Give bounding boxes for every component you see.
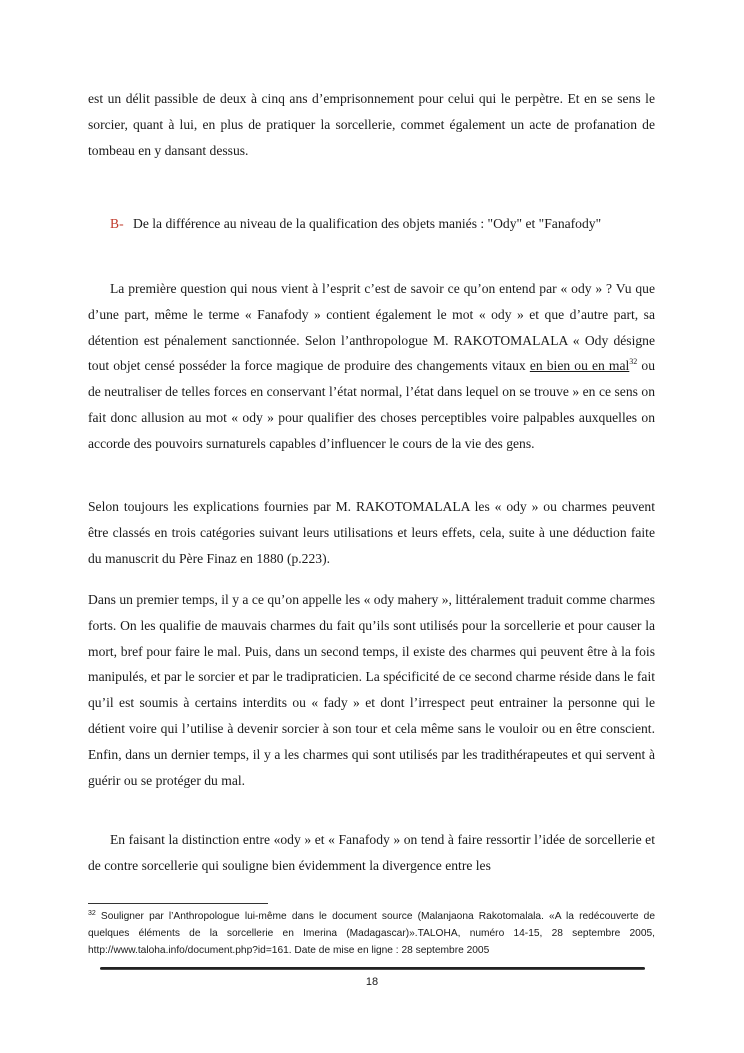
paragraph-1 <box>88 86 655 163</box>
section-marker: B- <box>110 216 124 231</box>
paragraph-4-text: Dans un premier temps, il y a ce qu’on appelle les « ody mahery », littéralement traduit comme charmes forts. On les qualifie de mauvais charmes du fait qu’ils sont utilisés pour la sorcellerie et pour causer la mort, bref pour faire le mal. Puis, dans un second temps, il existe des charmes qui peuvent être à la fois manipulés, et par le sorcier et par le tradipraticien. La spécificité de ce second charme réside dans le fait qu’il est soumis à certains interdits ou « fady » et dont l’irrespect peut entrainer la personne qui le détient voire qui l’utilise à devenir sorcier à son tour et cela même sans le vouloir ou en être conscient. Enfin, dans un dernier temps, il y a les charmes qui sont utilisés par les tradithérapeutes et qui servent à guérir ou se protéger du mal. <box>88 592 655 788</box>
page-number: 18 <box>365 976 379 988</box>
paragraph-1-text: est un délit passible de deux à cinq ans d’emprisonnement pour celui qui le perpètre. Et en se sens le sorcier, quant à lui, en plus de pratiquer la sorcellerie, commet également un acte de profanation de tombeau en y dansant dessus. <box>88 91 655 158</box>
paragraph-2-after: ou de neutraliser de telles forces en conservant l’état normal, l’état dans lequel on se trouve » en ce sens on fait donc allusion au mot « ody » pour qualifier des choses perceptibles voire palpables auxquelles on accorde des pouvoirs surnaturels capables d’influencer le cours de la vie des gens. <box>88 358 655 451</box>
footnote <box>88 908 655 959</box>
section-heading <box>110 211 655 237</box>
footnote-separator <box>88 903 268 904</box>
paragraph-3-text: Selon toujours les explications fournies par M. RAKOTOMALALA les « ody » ou charmes peuvent être classés en trois catégories suivant leurs utilisations et leurs effets, cela, suite à une déduction faite du manuscrit du Père Finaz en 1880 (p.223). <box>88 499 655 566</box>
footnote-number: 32 <box>88 910 96 917</box>
paragraph-3 <box>88 494 655 571</box>
page-footer-rule <box>100 967 645 970</box>
paragraph-5 <box>88 827 655 879</box>
underlined-phrase: en bien ou en mal <box>529 358 630 374</box>
paragraph-2-text <box>88 276 655 457</box>
paragraph-2 <box>88 276 655 457</box>
paragraph-5-text: En faisant la distinction entre «ody » et « Fanafody » on tend à faire ressortir l’idée de sorcellerie et de contre sorcellerie qui souligne bien évidemment la divergence entre les <box>88 832 655 873</box>
footnote-reference[interactable]: 32 <box>629 357 638 367</box>
paragraph-2-before: La première question qui nous vient à l’esprit c’est de savoir ce qu’on entend par « ody » ? Vu que d’une part, même le terme « Fanafody » contient également le mot « ody » et que d’autre part, sa détention est pénalement sanctionnée. Selon l’anthropologue M. RAKOTOMALALA « Ody désigne tout objet censé posséder la force magique de produire des changements vitaux <box>88 281 655 374</box>
section-heading-text: De la différence au niveau de la qualification des objets maniés : "Ody" et "Fanafody" <box>133 216 602 231</box>
footnote-text: Souligner par l’Anthropologue lui-même dans le document source (Malanjaona Rakotomalala. «A la redécouverte de quelques éléments de la sorcellerie en Imerina (Madagascar)».TALOHA, numéro 14-15, 28 septembre 2005, http://www.taloha.info/document.php?id=161. Date de mise en ligne : 28 septembre 2005 <box>88 911 655 956</box>
paragraph-4 <box>88 587 655 793</box>
